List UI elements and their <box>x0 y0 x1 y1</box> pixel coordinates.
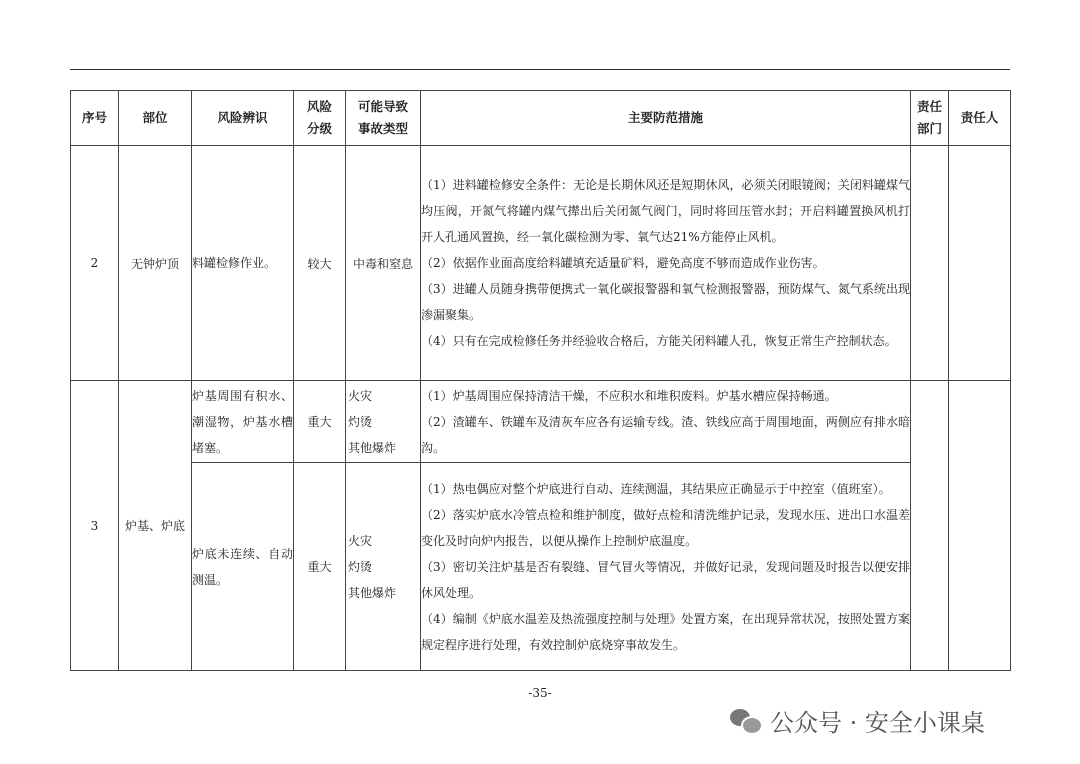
header-level: 风险 分级 <box>294 91 346 146</box>
cell-person <box>949 381 1011 671</box>
header-person: 责任人 <box>949 91 1011 146</box>
measure-item: （4）只有在完成检修任务并经验收合格后，方能关闭料罐人孔，恢复正常生产控制状态。 <box>421 334 897 348</box>
measure-item: （1）炉基周围应保持清洁干燥，不应积水和堆积废料。炉基水槽应保持畅通。 <box>421 388 837 403</box>
watermark <box>730 702 985 738</box>
cell-location: 无钟炉顶 <box>119 146 192 381</box>
cell-risk: 炉底未连续、自动测温。 <box>192 463 294 671</box>
cell-risk: 炉基周围有积水、潮湿物，炉基水槽堵塞。 <box>192 381 294 463</box>
header-accident: 可能导致 事故类型 <box>346 91 421 146</box>
cell-measures <box>421 146 911 381</box>
cell-accident: 火灾 灼烫 其他爆炸 <box>346 381 421 463</box>
cell-measures <box>421 463 911 671</box>
watermark-text: 公众号 · 安全小课桌 <box>770 708 985 737</box>
risk-table <box>70 90 1011 671</box>
cell-measures <box>421 381 911 463</box>
cell-person <box>949 146 1011 381</box>
wechat-icon <box>730 707 760 733</box>
table-row <box>71 381 1011 463</box>
header-seq: 序号 <box>71 91 119 146</box>
measure-item: （3）进罐人员随身携带便携式一氧化碳报警器和氧气检测报警器，预防煤气、氮气系统出现渗漏聚集。 <box>421 282 910 322</box>
cell-dept <box>911 381 949 671</box>
table-row <box>71 463 1011 671</box>
cell-accident: 火灾 灼烫 其他爆炸 <box>346 463 421 671</box>
cell-risk: 料罐检修作业。 <box>192 146 294 381</box>
cell-dept <box>911 146 949 381</box>
cell-location: 炉基、炉底 <box>119 381 192 671</box>
measure-item: （2）依据作业面高度给料罐填充适量矿料，避免高度不够而造成作业伤害。 <box>421 256 825 270</box>
measure-item: （4）编制《炉底水温差及热流强度控制与处理》处置方案，在出现异常状况，按照处置方案规定程序进行处理，有效控制炉底烧穿事故发生。 <box>421 611 910 652</box>
cell-seq: 3 <box>71 381 119 671</box>
measure-item: （3）密切关注炉基是否有裂缝、冒气冒火等情况，并做好记录，发现问题及时报告以便安排休风处理。 <box>421 559 910 600</box>
header-dept: 责任 部门 <box>911 91 949 146</box>
header-rule <box>70 69 1010 70</box>
header-risk: 风险辨识 <box>192 91 294 146</box>
table-header-row <box>71 91 1011 146</box>
cell-level: 重大 <box>294 381 346 463</box>
measure-item: （2）落实炉底水冷管点检和维护制度，做好点检和清洗维护记录，发现水压、进出口水温差变化及时向炉内报告，以便从操作上控制炉底温度。 <box>421 507 910 548</box>
header-location: 部位 <box>119 91 192 146</box>
table-row <box>71 146 1011 381</box>
cell-level: 重大 <box>294 463 346 671</box>
cell-accident: 中毒和窒息 <box>346 146 421 381</box>
measure-item: （1）热电偶应对整个炉底进行自动、连续测温，其结果应正确显示于中控室（值班室）。 <box>421 481 891 496</box>
cell-seq: 2 <box>71 146 119 381</box>
cell-level: 较大 <box>294 146 346 381</box>
page-number: -35- <box>528 686 552 700</box>
header-measures: 主要防范措施 <box>421 91 911 146</box>
measure-item: （1）进料罐检修安全条件：无论是长期休风还是短期休风，必须关闭眼镜阀；关闭料罐煤气均压阀，开氮气将罐内煤气撵出后关闭氮气阀门，同时将回压管水封；开启料罐置换风机打开人孔通风置换，经一氧化碳检测为零、氧气达21%方能停止风机。 <box>421 178 910 244</box>
measure-item: （2）渣罐车、铁罐车及清灰车应各有运输专线。渣、铁线应高于周围地面，两侧应有排水暗沟。 <box>421 414 910 455</box>
